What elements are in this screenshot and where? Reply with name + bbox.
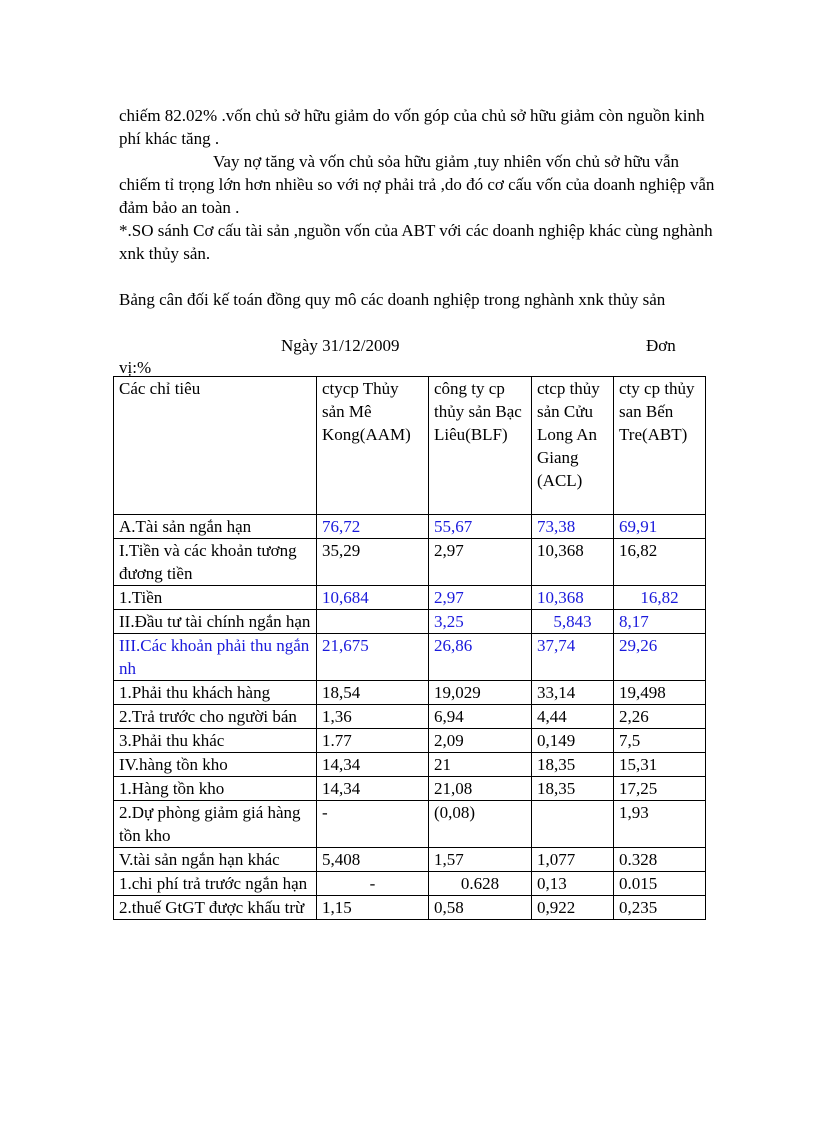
table-row (114, 848, 706, 872)
cell-abt: 2,26 (614, 705, 706, 729)
cell-aam: 14,34 (317, 777, 429, 801)
unit-label-part2: vị:% (119, 358, 152, 377)
cell-abt: 16,82 (614, 586, 706, 610)
cell-abt: 0.328 (614, 848, 706, 872)
cell-acl: 4,44 (532, 705, 614, 729)
table-row (114, 515, 706, 539)
paragraph-1: chiếm 82.02% .vốn chủ sở hữu giảm do vốn góp của chủ sở hữu giảm còn nguồn kinh phí khác tăng . (119, 106, 705, 148)
cell-abt: 15,31 (614, 753, 706, 777)
cell-blf: 0.628 (429, 872, 532, 896)
cell-blf: 21,08 (429, 777, 532, 801)
table-row (114, 634, 706, 681)
header-blf: công ty cp thủy sản Bạc Liêu(BLF) (429, 377, 532, 515)
cell-acl: 18,35 (532, 753, 614, 777)
cell-abt: 8,17 (614, 610, 706, 634)
row-label: 1.Tiền (114, 586, 317, 610)
cell-acl: 73,38 (532, 515, 614, 539)
cell-acl: 33,14 (532, 681, 614, 705)
header-abt: cty cp thủy san Bến Tre(ABT) (614, 377, 706, 515)
row-label: 3.Phải thu khác (114, 729, 317, 753)
cell-blf: 6,94 (429, 705, 532, 729)
row-label: II.Đầu tư tài chính ngắn hạn (114, 610, 317, 634)
cell-blf: 1,57 (429, 848, 532, 872)
cell-aam: 1,36 (317, 705, 429, 729)
cell-abt: 16,82 (614, 539, 706, 586)
table-row (114, 753, 706, 777)
cell-abt: 1,93 (614, 801, 706, 848)
cell-abt: 29,26 (614, 634, 706, 681)
cell-aam: 14,34 (317, 753, 429, 777)
cell-blf: 2,97 (429, 539, 532, 586)
cell-abt: 0.015 (614, 872, 706, 896)
cell-blf: 3,25 (429, 610, 532, 634)
table-row (114, 801, 706, 848)
row-label: 1.Hàng tồn kho (114, 777, 317, 801)
paragraph-3: *.SO sánh Cơ cấu tài sản ,nguồn vốn của ABT với các doanh nghiệp khác cùng nghành xnk thủy sản. (119, 221, 713, 263)
cell-blf: (0,08) (429, 801, 532, 848)
cell-aam (317, 610, 429, 634)
cell-aam: 1,15 (317, 896, 429, 920)
table-row (114, 705, 706, 729)
cell-acl: 0,149 (532, 729, 614, 753)
table-header-row (114, 377, 706, 515)
balance-sheet-table (113, 376, 706, 920)
cell-acl: 5,843 (532, 610, 614, 634)
table-row (114, 610, 706, 634)
cell-acl: 37,74 (532, 634, 614, 681)
cell-abt: 69,91 (614, 515, 706, 539)
row-label: I.Tiền và các khoản tương đương tiền (114, 539, 317, 586)
row-label: III.Các khoản phải thu ngắn nh (114, 634, 317, 681)
row-label: A.Tài sản ngắn hạn (114, 515, 317, 539)
row-label: 2.Dự phòng giảm giá hàng tồn kho (114, 801, 317, 848)
cell-acl: 10,368 (532, 586, 614, 610)
row-label: 1.chi phí trả trước ngắn hạn (114, 872, 317, 896)
cell-blf: 26,86 (429, 634, 532, 681)
cell-acl: 18,35 (532, 777, 614, 801)
row-label: 1.Phải thu khách hàng (114, 681, 317, 705)
cell-acl: 0,922 (532, 896, 614, 920)
cell-aam: 18,54 (317, 681, 429, 705)
date-line (119, 334, 719, 357)
cell-abt: 0,235 (614, 896, 706, 920)
cell-aam: 76,72 (317, 515, 429, 539)
cell-aam: 5,408 (317, 848, 429, 872)
cell-blf: 2,09 (429, 729, 532, 753)
paragraph-2-text: Vay nợ tăng và vốn chủ sỏa hữu giảm ,tuy nhiên vốn chủ sở hữu vẫn chiếm tỉ trọng lớn hơn nhiều so với nợ phải trả ,do đó cơ cấu vốn của doanh nghiệp vẫn đảm bảo an toàn . (119, 152, 715, 217)
table-row (114, 896, 706, 920)
table-row (114, 586, 706, 610)
cell-aam: 21,675 (317, 634, 429, 681)
cell-acl: 1,077 (532, 848, 614, 872)
cell-acl: 0,13 (532, 872, 614, 896)
row-label: 2.Trả trước cho người bán (114, 705, 317, 729)
table-row (114, 872, 706, 896)
cell-blf: 55,67 (429, 515, 532, 539)
cell-aam: 10,684 (317, 586, 429, 610)
table-row (114, 539, 706, 586)
header-acl: ctcp thủy sản Cửu Long An Giang (ACL) (532, 377, 614, 515)
cell-aam: 35,29 (317, 539, 429, 586)
cell-acl: 10,368 (532, 539, 614, 586)
cell-aam: - (317, 801, 429, 848)
row-label: V.tài sản ngắn hạn khác (114, 848, 317, 872)
cell-blf: 21 (429, 753, 532, 777)
cell-blf: 0,58 (429, 896, 532, 920)
cell-abt: 7,5 (614, 729, 706, 753)
table-row (114, 681, 706, 705)
table-row (114, 777, 706, 801)
table-row (114, 729, 706, 753)
cell-acl (532, 801, 614, 848)
cell-aam: - (317, 872, 429, 896)
unit-label-part1: Đơn (646, 336, 676, 355)
header-aam: ctycp Thủy sản Mê Kong(AAM) (317, 377, 429, 515)
header-indicator: Các chỉ tiêu (114, 377, 317, 515)
row-label: IV.hàng tồn kho (114, 753, 317, 777)
cell-blf: 19,029 (429, 681, 532, 705)
cell-abt: 17,25 (614, 777, 706, 801)
paragraph-2 (119, 150, 719, 219)
row-label: 2.thuế GtGT được khấu trừ (114, 896, 317, 920)
cell-blf: 2,97 (429, 586, 532, 610)
cell-aam: 1.77 (317, 729, 429, 753)
report-date: Ngày 31/12/2009 (281, 336, 400, 355)
paragraph-4: Bảng cân đối kế toán đồng quy mô các doanh nghiệp trong nghành xnk thủy sản (119, 290, 666, 309)
cell-abt: 19,498 (614, 681, 706, 705)
